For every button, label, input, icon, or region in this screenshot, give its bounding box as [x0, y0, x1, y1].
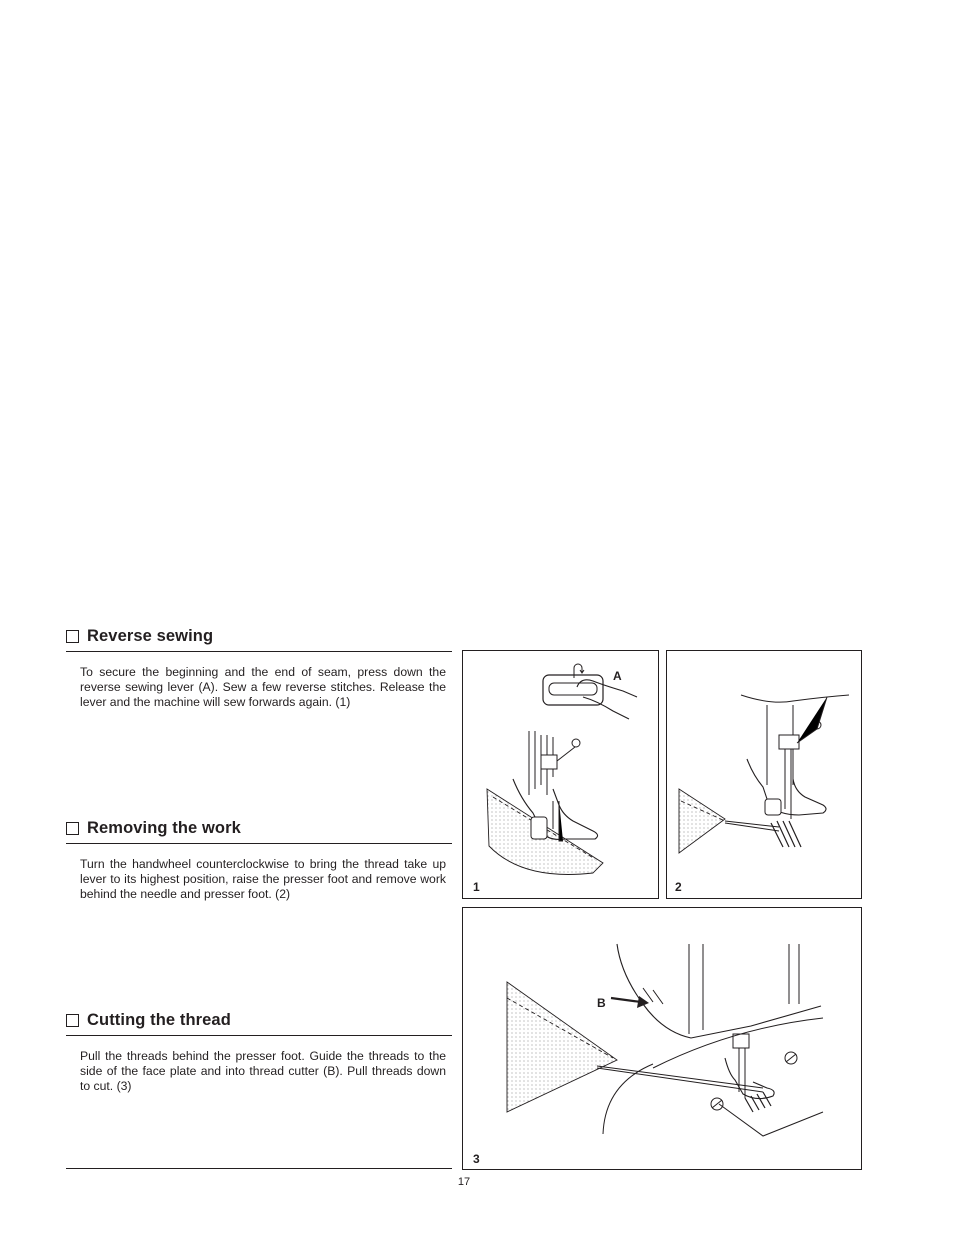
section-body: Turn the handwheel counterclockwise to bring the thread take up lever to its highest position, raise the presser foot and remove work behind the needle and presser foot. (2): [80, 857, 446, 901]
figure-number: 2: [675, 880, 682, 894]
section-body: Pull the threads behind the presser foot. Guide the threads to the side of the face plate and into thread cutter (B). Pull threads down to cut. (3): [80, 1049, 446, 1093]
figure-3-illustration: [463, 908, 861, 1169]
figure-3-cutting-thread: [462, 907, 862, 1170]
heading-text: Removing the work: [87, 818, 241, 837]
section-reverse-sewing: [66, 625, 452, 710]
figure-2-illustration: [667, 651, 861, 898]
figure-number: 3: [473, 1152, 480, 1166]
figure-1-illustration: [463, 651, 658, 898]
section-heading: [66, 817, 452, 839]
section-removing-the-work: [66, 817, 452, 902]
section-heading: [66, 1009, 452, 1031]
heading-rule: [66, 1035, 452, 1036]
page-number: 17: [457, 1176, 471, 1188]
section-body: To secure the beginning and the end of seam, press down the reverse sewing lever (A). Sew a few reverse stitches. Release the lever and the machine will sew forwards again. (1): [80, 665, 446, 709]
checkbox-icon: [66, 822, 79, 835]
section-cutting-the-thread: [66, 1009, 452, 1094]
callout-label: A: [613, 669, 622, 683]
callout-label: B: [597, 996, 606, 1010]
figure-number: 1: [473, 880, 480, 894]
checkbox-icon: [66, 1014, 79, 1027]
section-heading: [66, 625, 452, 647]
bottom-rule: [66, 1168, 452, 1169]
figure-2-removing-work: [666, 650, 862, 899]
heading-text: Cutting the thread: [87, 1010, 231, 1029]
heading-rule: [66, 843, 452, 844]
heading-text: Reverse sewing: [87, 626, 214, 645]
checkbox-icon: [66, 630, 79, 643]
heading-rule: [66, 651, 452, 652]
figure-1-reverse-lever: [462, 650, 659, 899]
